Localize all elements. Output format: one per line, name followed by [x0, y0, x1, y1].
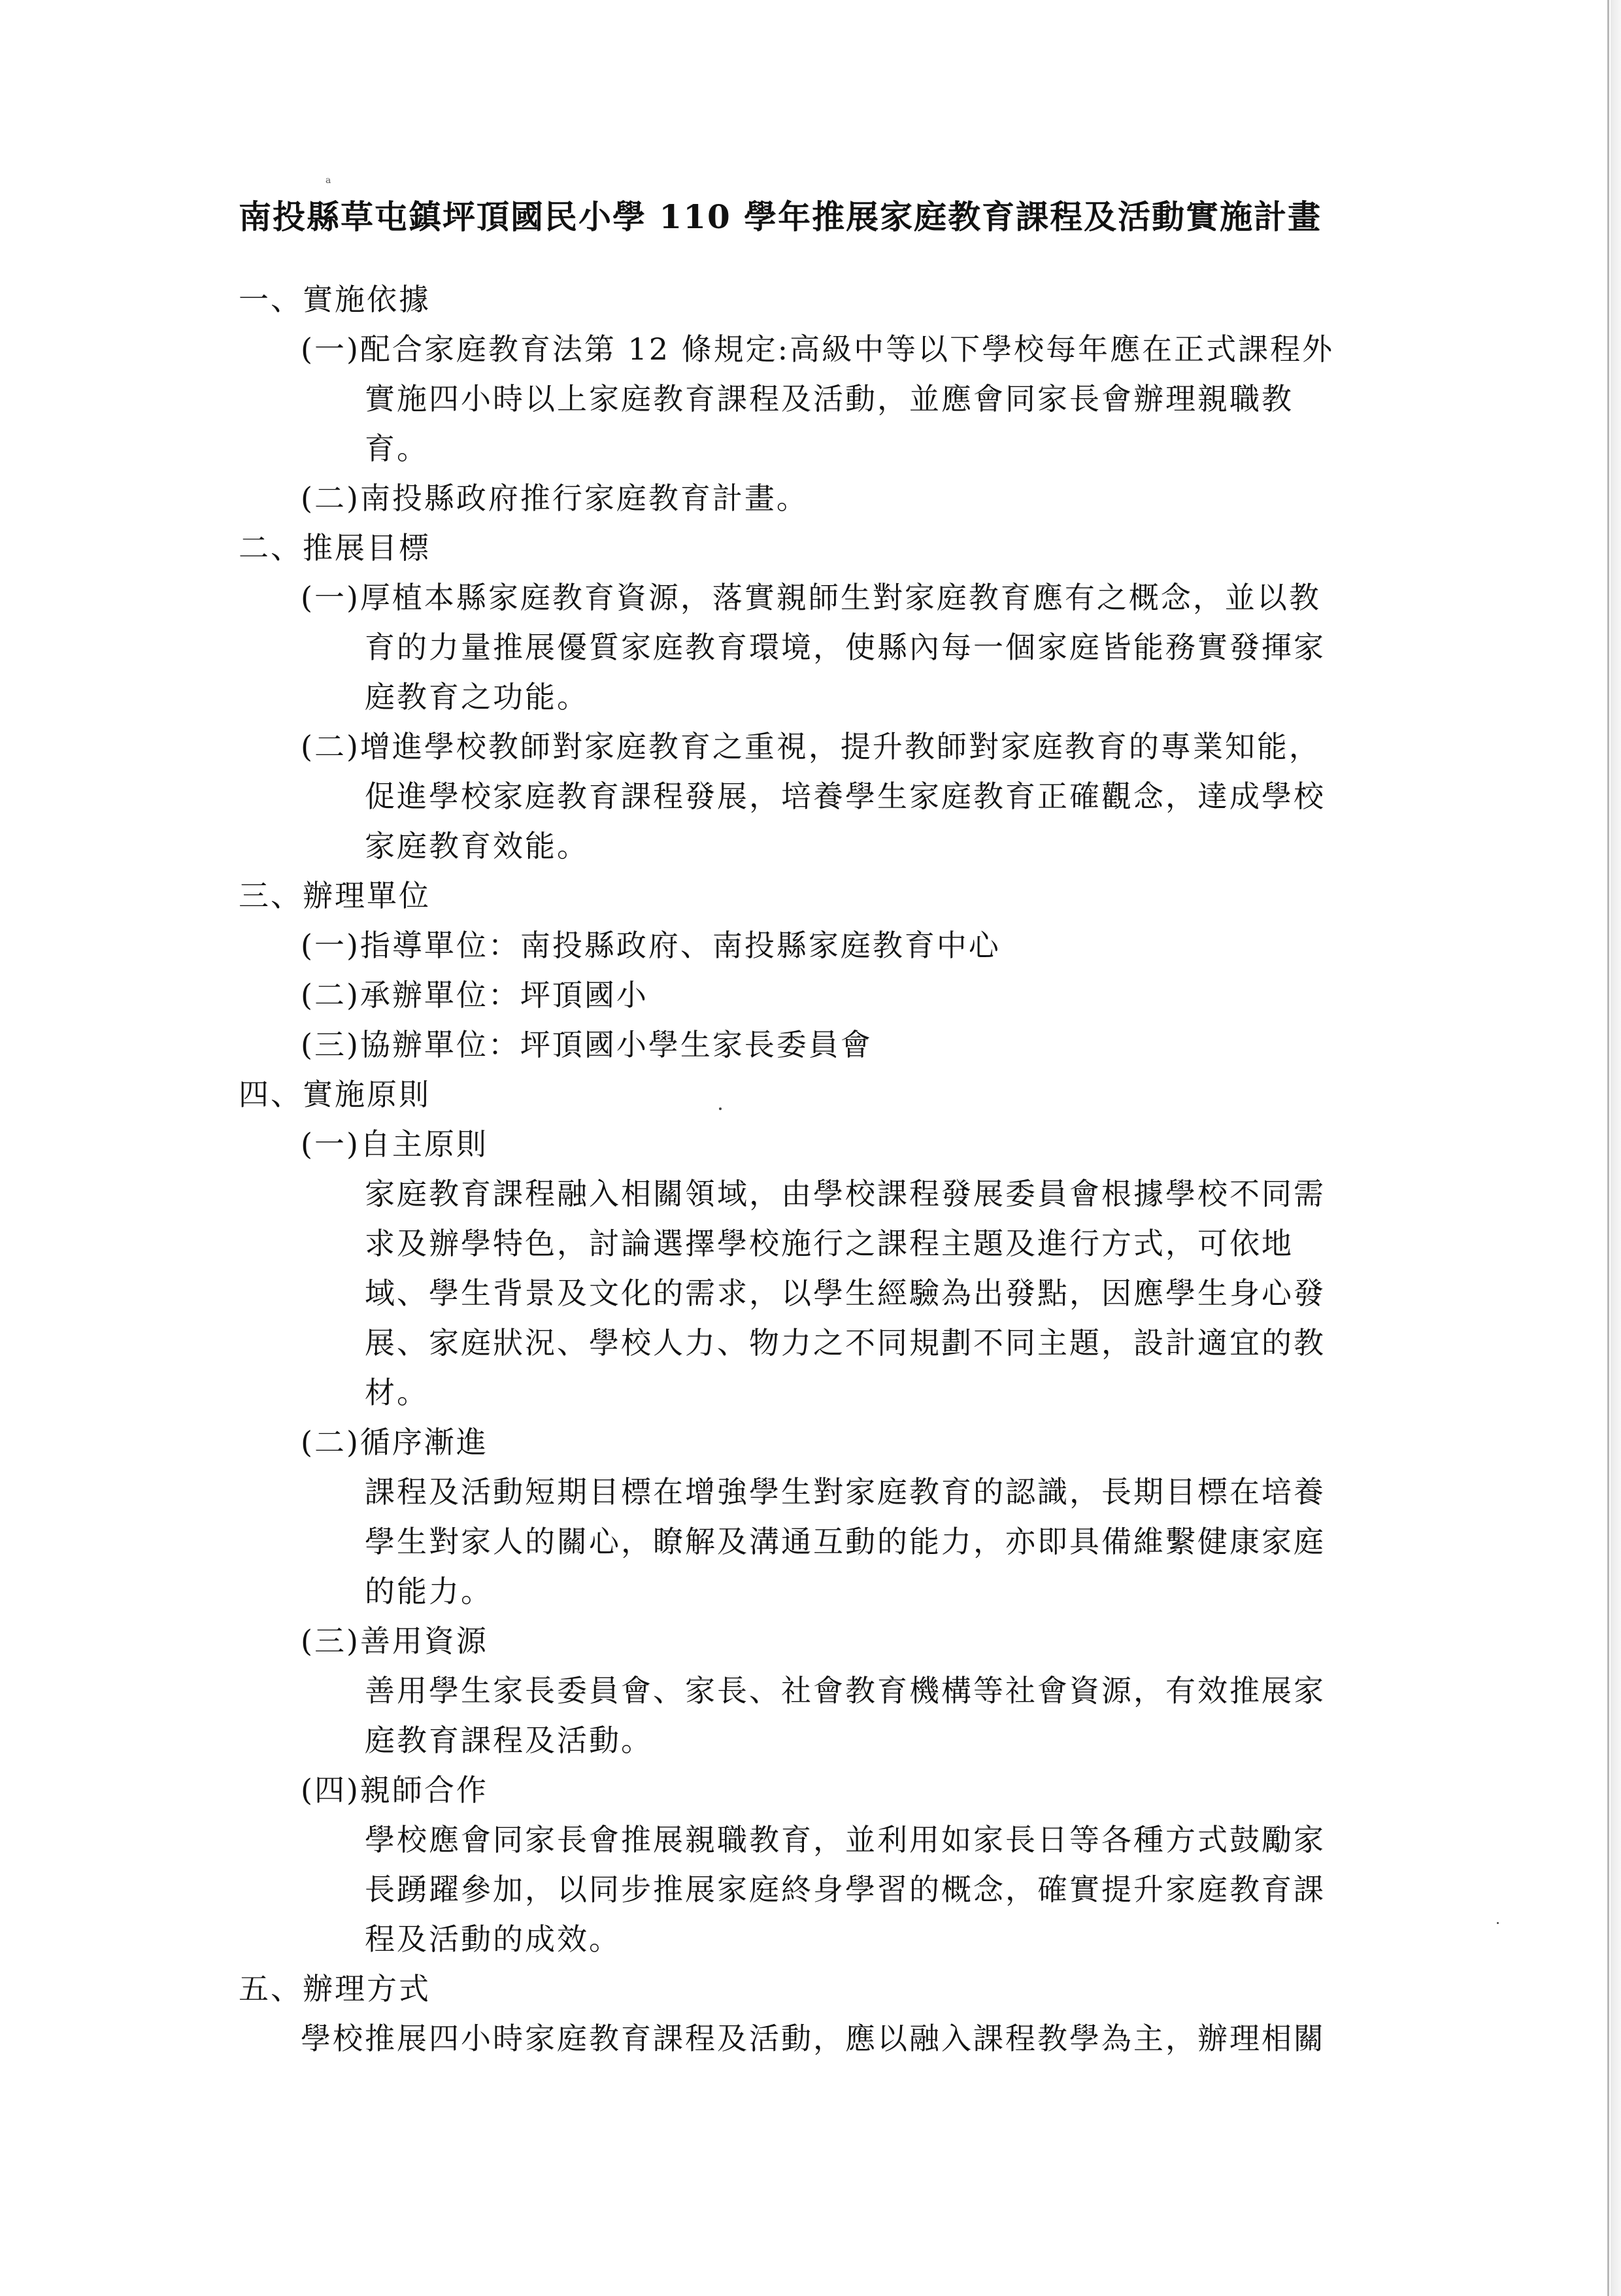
subheading: (二)循序漸進: [301, 1425, 488, 1460]
body-line: 學生對家人的關心，瞭解及溝通互動的能力，亦即具備維繫健康家庭: [365, 1524, 1326, 1559]
section-heading: 二、推展目標: [239, 530, 431, 566]
item-line: (二)承辦單位：坪頂國小: [301, 977, 648, 1013]
item-line: 庭教育之功能。: [365, 679, 589, 715]
stray-mark: a: [326, 175, 331, 186]
item-line: 育。: [365, 431, 429, 466]
paragraph-line: 學校推展四小時家庭教育課程及活動，應以融入課程教學為主，辦理相關: [301, 2021, 1326, 2056]
item-line: (三)協辦單位：坪頂國小學生家長委員會: [301, 1027, 873, 1062]
body-line: 域、學生背景及文化的需求，以學生經驗為出發點，因應學生身心發: [365, 1275, 1326, 1311]
body-line: 庭教育課程及活動。: [365, 1723, 653, 1758]
body-line: 善用學生家長委員會、家長、社會教育機構等社會資源，有效推展家: [365, 1673, 1326, 1708]
item-line: (二)增進學校教師對家庭教育之重視，提升教師對家庭教育的專業知能，: [301, 729, 1321, 764]
body-line: 家庭教育課程融入相關領域，由學校課程發展委員會根據學校不同需: [365, 1176, 1326, 1211]
item-line: (一)配合家庭教育法第 12 條規定:高級中等以下學校每年應在正式課程外: [301, 331, 1335, 367]
item-line: 實施四小時以上家庭教育課程及活動，並應會同家長會辦理親職教: [365, 381, 1294, 416]
section-heading: 五、辦理方式: [239, 1971, 431, 2006]
body-line: 課程及活動短期目標在增強學生對家庭教育的認識，長期目標在培養: [365, 1474, 1326, 1510]
section-heading: 一、實施依據: [239, 282, 431, 317]
section-heading: 四、實施原則: [239, 1077, 431, 1112]
body-line: 長踴躍參加，以同步推展家庭終身學習的概念，確實提升家庭教育課: [365, 1872, 1326, 1907]
body-line: 求及辦學特色，討論選擇學校施行之課程主題及進行方式，可依地: [365, 1226, 1294, 1261]
body-line: 學校應會同家長會推展親職教育，並利用如家長日等各種方式鼓勵家: [365, 1822, 1326, 1857]
document-title: 南投縣草屯鎮坪頂國民小學 110 學年推展家庭教育課程及活動實施計畫: [239, 197, 1322, 236]
document-body: [0, 275, 1621, 2063]
body-line: 的能力。: [365, 1574, 493, 1609]
item-line: 育的力量推展優質家庭教育環境，使縣內每一個家庭皆能務實發揮家: [365, 630, 1326, 665]
subheading: (四)親師合作: [301, 1772, 488, 1808]
item-line: (一)指導單位：南投縣政府、南投縣家庭教育中心: [301, 928, 1001, 963]
scan-speck: [719, 1107, 722, 1110]
scan-speck: [1497, 1922, 1499, 1924]
body-line: 程及活動的成效。: [365, 1921, 621, 1957]
subheading: (一)自主原則: [301, 1126, 488, 1162]
item-line: (一)厚植本縣家庭教育資源，落實親師生對家庭教育應有之概念，並以教: [301, 580, 1321, 615]
subheading: (三)善用資源: [301, 1623, 488, 1659]
item-line: 家庭教育效能。: [365, 828, 589, 864]
section-heading: 三、辦理單位: [239, 878, 431, 913]
body-line: 展、家庭狀況、學校人力、物力之不同規劃不同主題，設計適宜的教: [365, 1325, 1326, 1360]
item-line: (二)南投縣政府推行家庭教育計畫。: [301, 481, 809, 516]
item-line: 促進學校家庭教育課程發展，培養學生家庭教育正確觀念，達成學校: [365, 779, 1326, 814]
body-line: 材。: [365, 1375, 429, 1410]
